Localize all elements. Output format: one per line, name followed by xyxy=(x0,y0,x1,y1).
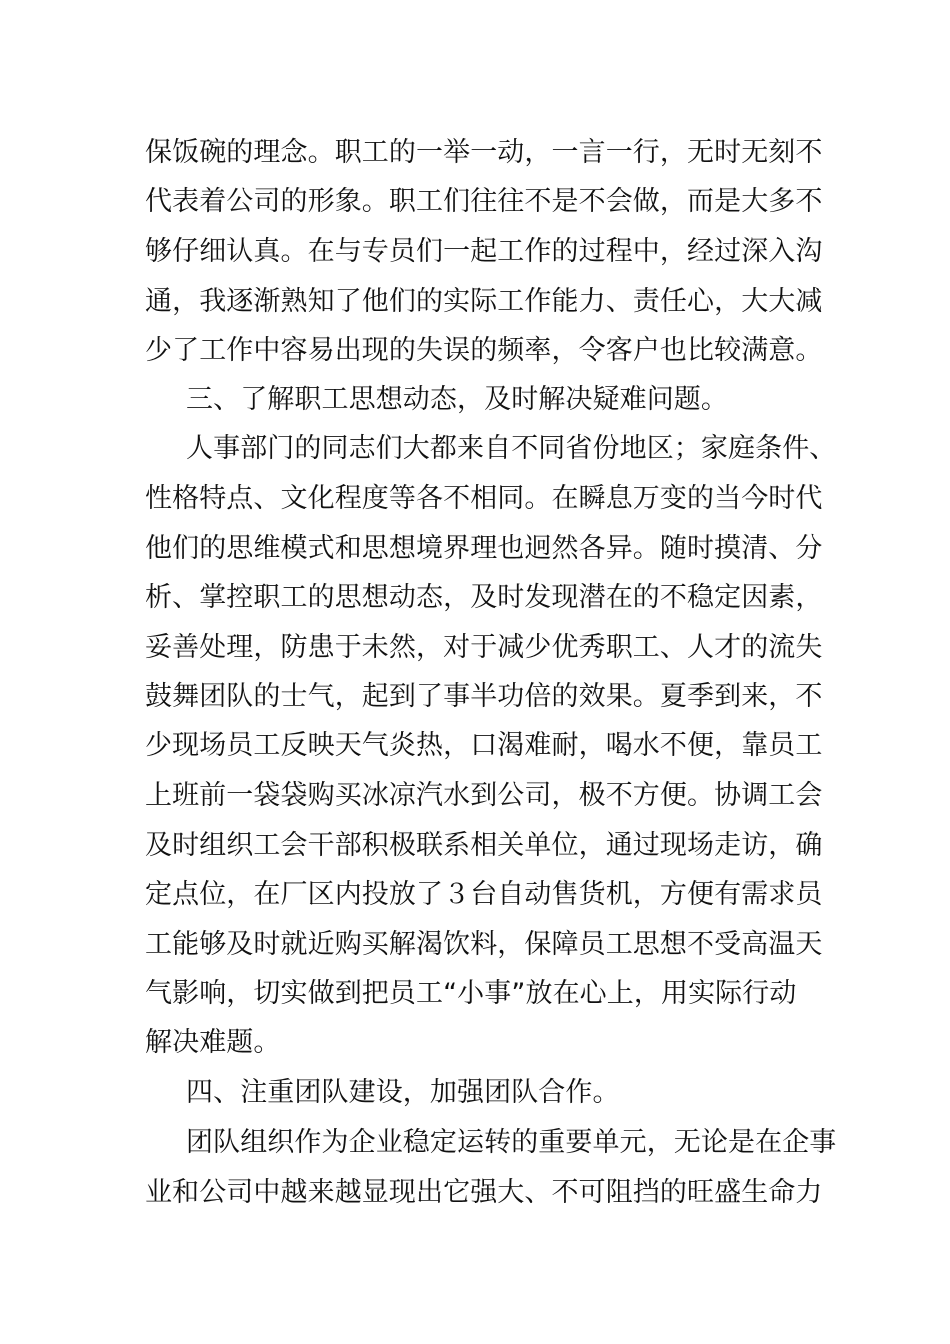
text-line: 上班前一袋袋购买冰凉汽水到公司，极不方便。协调工会 xyxy=(145,780,823,811)
text-line: 少现场员工反映天气炎热，口渴难耐，喝水不便，靠员工 xyxy=(145,730,823,761)
text-line: 业和公司中越来越显现出它强大、不可阻挡的旺盛生命力 xyxy=(145,1177,823,1208)
text-line: 解决难题。 xyxy=(145,1027,281,1058)
text-line: 代表着公司的形象。职工们往往不是不会做，而是大多不 xyxy=(145,186,823,217)
text-line: 气影响，切实做到把员工“小事”放在心上，用实际行动 xyxy=(145,978,797,1009)
text-line: 通，我逐渐熟知了他们的实际工作能力、责任心，大大减 xyxy=(145,286,823,317)
text-line: 保饭碗的理念。职工的一举一动，一言一行，无时无刻不 xyxy=(145,137,823,168)
text-line: 性格特点、文化程度等各不相同。在瞬息万变的当今时代 xyxy=(145,483,823,514)
text-line: 少了工作中容易出现的失误的频率，令客户也比较满意。 xyxy=(145,335,823,366)
text-line: 析、掌控职工的思想动态，及时发现潜在的不稳定因素， xyxy=(145,582,823,613)
text-line: 工能够及时就近购买解渴饮料，保障员工思想不受高温天 xyxy=(145,929,823,960)
text-line: 定点位，在厂区内投放了３台自动售货机，方便有需求员 xyxy=(145,879,823,910)
text-line: 够仔细认真。在与专员们一起工作的过程中，经过深入沟 xyxy=(145,236,823,267)
section-heading-3: 三、了解职工思想动态，及时解决疑难问题。 xyxy=(186,384,728,415)
text-line: 人事部门的同志们大都来自不同省份地区；家庭条件、 xyxy=(186,433,837,464)
text-line: 鼓舞团队的士气，起到了事半功倍的效果。夏季到来，不 xyxy=(145,681,823,712)
text-line: 团队组织作为企业稳定运转的重要单元，无论是在企事 xyxy=(186,1127,837,1158)
section-heading-4: 四、注重团队建设，加强团队合作。 xyxy=(186,1077,620,1108)
text-line: 他们的思维模式和思想境界理也迥然各异。随时摸清、分 xyxy=(145,533,823,564)
text-line: 妥善处理，防患于未然，对于减少优秀职工、人才的流失 xyxy=(145,632,823,663)
text-line: 及时组织工会干部积极联系相关单位，通过现场走访，确 xyxy=(145,830,823,861)
